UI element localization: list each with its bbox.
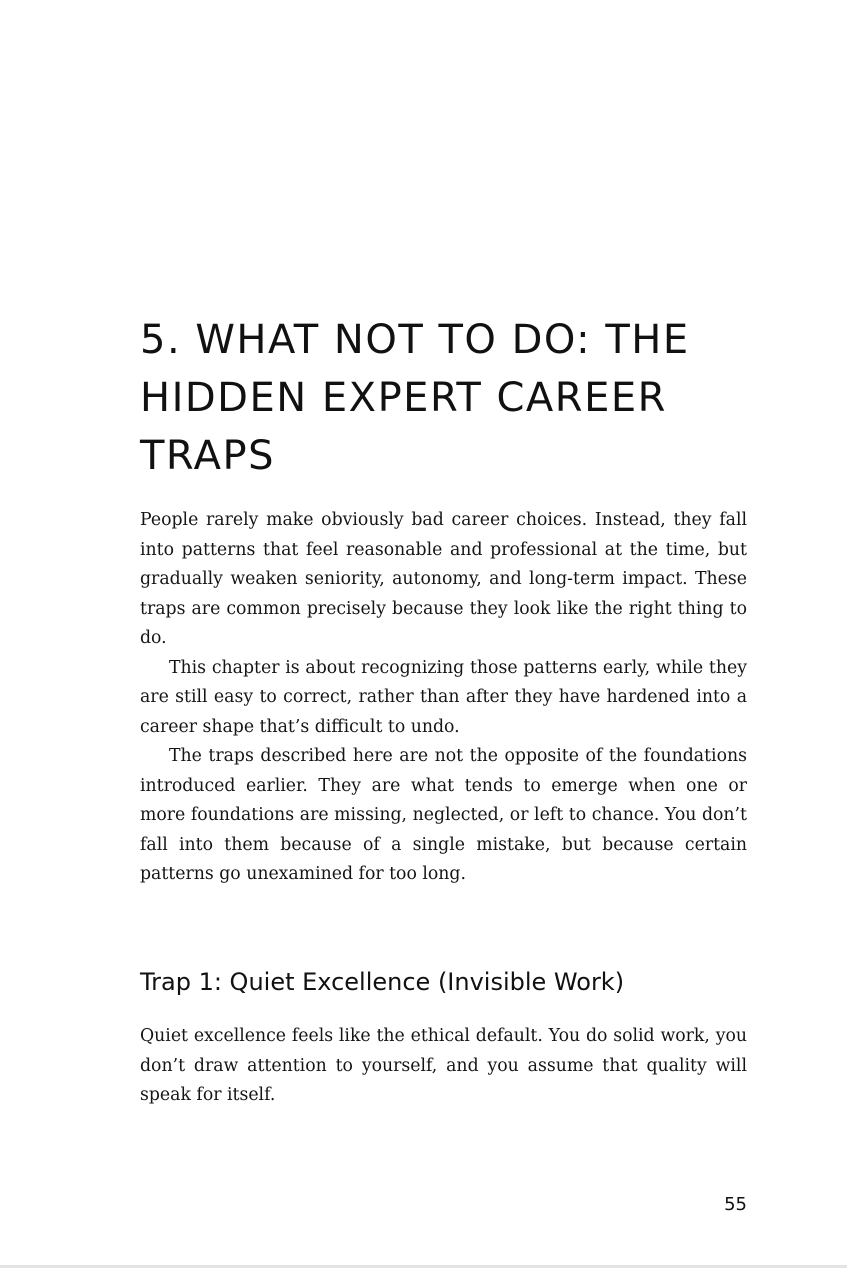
intro-paragraph: People rarely make obviously bad career choices. Instead, they fall into patterns that feel reasonable and professional at the time, but gradually weaken seniority, autonomy, and long-term impact. These traps are common precisely because they look like the right thing to do. bbox=[140, 510, 747, 648]
intro-paragraph: This chapter is about recognizing those patterns early, while they are still easy to correct, rather than after they have hardened into a career shape that’s difficult to undo. bbox=[140, 657, 747, 737]
section-heading: Trap 1: Quiet Excellence (Invisible Work) bbox=[140, 968, 625, 996]
section-paragraph: Quiet excellence feels like the ethical default. You do solid work, you don’t draw attention to yourself, and you assume that quality will speak for itself. bbox=[140, 1026, 747, 1105]
section-text bbox=[140, 1022, 747, 1111]
intro-paragraph: The traps described here are not the opposite of the foundations introduced earlier. They are what tends to emerge when one or more foundations are missing, neglected, or left to chance. You don’t fall into them because of a single mistake, but because certain patterns go unexamined for too long. bbox=[140, 746, 747, 884]
chapter-title: 5. WHAT NOT TO DO: THE HIDDEN EXPERT CAREER TRAPS bbox=[140, 317, 690, 479]
page-number: 55 bbox=[724, 1194, 747, 1215]
intro-text bbox=[140, 506, 747, 890]
